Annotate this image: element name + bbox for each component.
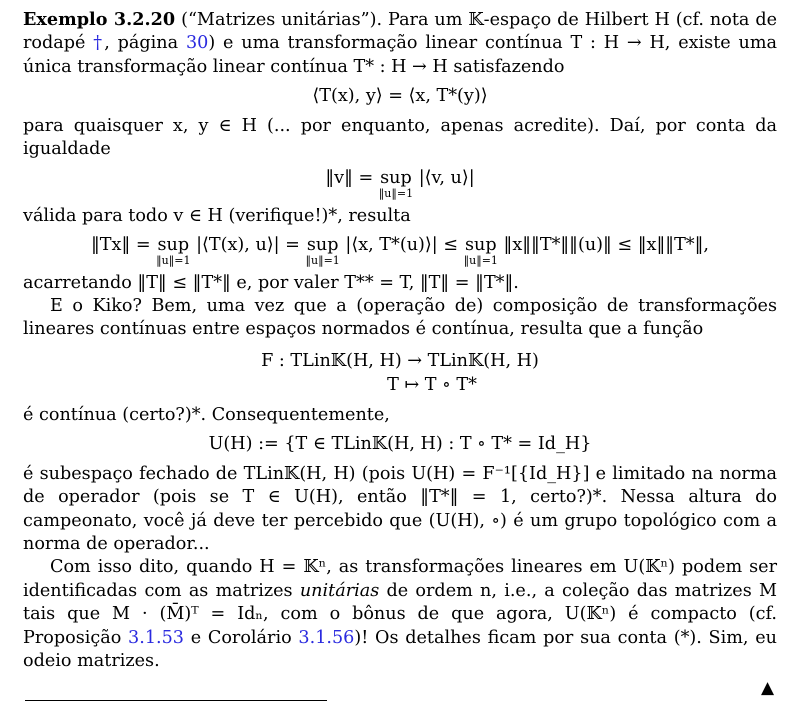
sup-operator: [379, 167, 413, 198]
sup-label: sup: [157, 235, 190, 256]
sup-label: sup: [464, 235, 497, 256]
eq-part: |⟨T(x), u⟩| =: [190, 235, 306, 256]
paragraph: [23, 556, 777, 673]
footnote-rule: [25, 700, 327, 701]
text-run: e Corolário: [184, 627, 299, 648]
sup-subscript: ‖u‖=1: [156, 253, 191, 267]
equation-inequality: [23, 234, 777, 265]
sup-operator: [306, 234, 340, 265]
paragraph: E o Kiko? Bem, uma vez que a (operação de) composição de transformações lineares contínuas entre espaços normados é contínua, resulta que a função: [23, 296, 777, 340]
equation-unitary-group: U(H) := {T ∈ TLin𝕂(H, H) : T ∘ T* = Id_H}: [208, 434, 592, 455]
text-run: Para um 𝕂-espaço de Hilbert H (cf. nota de rodapé: [23, 10, 778, 54]
equation-norm: [23, 167, 777, 198]
eq-line: T ↦ T ∘ T*: [387, 374, 477, 395]
sup-label: sup: [306, 235, 339, 256]
page-body: [23, 8, 777, 673]
paragraph: é subespaço fechado de TLin𝕂(H, H) (pois U(H) = F⁻¹[{Id_H}] e limitado na norma de operador (pois se T ∈ U(H), então ‖T*‖ = 1, certo?)*. Nessa altura do campeonato, você já deve ter percebido que (U(H), ∘) é um grupo topológico com a norma de operador...: [23, 463, 777, 554]
corollary-link[interactable]: 3.1.56: [298, 627, 355, 648]
sup-subscript: ‖u‖=1: [378, 186, 414, 200]
sup-operator: [464, 234, 498, 265]
sup-operator: [156, 234, 190, 265]
eq-part: |⟨v, u⟩|: [413, 168, 475, 189]
eq-part: ‖v‖ =: [325, 168, 379, 189]
sup-label: sup: [380, 168, 412, 189]
emphasis: unitárias: [299, 580, 380, 601]
paragraph: para quaisquer x, y ∈ H (... por enquanto, apenas acredite). Daí, por conta da igualdade: [23, 115, 777, 160]
eq-part: ‖x‖‖T*‖‖(u)‖ ≤ ‖x‖‖T*‖,: [497, 235, 709, 256]
page-link[interactable]: 30: [185, 33, 209, 54]
equation-adjoint: ⟨T(x), y⟩ = ⟨x, T*(y)⟩: [312, 86, 488, 107]
paragraph: é contínua (certo?)*. Consequentemente,: [23, 404, 390, 425]
text-run: ) e uma transformação linear contínua T : H → H, existe uma única transformação linear contínua T* : H → H satisfazendo: [23, 33, 777, 77]
text-run: de ordem n, i.e., a coleção das matrizes M tais que M · (M̄)ᵀ = Idₙ, com o bônus de que agora, U(𝕂ⁿ) é compacto (cf. Proposição: [23, 580, 777, 648]
eq-part: |⟨x, T*(u)⟩| ≤: [339, 235, 464, 256]
text-run: , página: [104, 33, 186, 54]
sup-subscript: ‖u‖=1: [305, 253, 340, 267]
example-heading: Exemplo 3.2.20: [23, 9, 176, 30]
text-run: Com isso dito, quando H = 𝕂ⁿ, as transformações lineares em U(𝕂ⁿ) podem ser identificadas com as matrizes: [23, 557, 777, 601]
eq-line: F : TLin𝕂(H, H) → TLin𝕂(H, H): [261, 350, 539, 371]
paragraph: acarretando ‖T‖ ≤ ‖T*‖ e, por valer T** = T, ‖T‖ = ‖T*‖.: [23, 272, 519, 293]
equation-function: [23, 349, 777, 397]
text-run: )! Os detalhes ficam por sua conta (*). Sim, eu odeio matrizes.: [23, 627, 777, 671]
end-of-example-icon: ▲: [761, 678, 775, 698]
example-paragraph: [23, 8, 777, 79]
proposition-link[interactable]: 3.1.53: [128, 627, 184, 648]
example-title: (“Matrizes unitárias”).: [181, 10, 383, 30]
paragraph: válida para todo v ∈ H (verifique!)*, resulta: [23, 205, 411, 226]
sup-subscript: ‖u‖=1: [463, 253, 498, 267]
eq-part: ‖Tx‖ =: [90, 235, 157, 256]
footnote-link[interactable]: †: [93, 33, 105, 54]
